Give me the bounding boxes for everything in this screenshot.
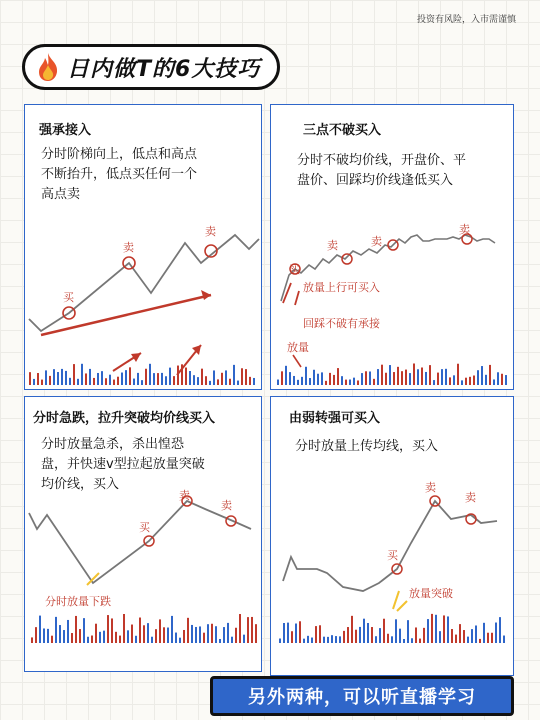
volume-bar [229, 379, 231, 385]
volume-bar [169, 368, 171, 385]
volume-bar [207, 624, 209, 643]
volume-bar [253, 378, 255, 385]
volume-bar [129, 367, 131, 385]
volume-bar [151, 637, 153, 643]
volume-bar [35, 627, 37, 643]
sell-label: 卖 [371, 235, 382, 248]
volume-bar [339, 636, 341, 643]
volume-bar [383, 619, 385, 643]
volume-bar [185, 368, 187, 385]
volume-bar [329, 373, 331, 385]
volume-bar [79, 629, 81, 643]
volume-bar [487, 633, 489, 643]
volume-bar [389, 365, 391, 385]
volume-bar [59, 625, 61, 643]
volume-bar [233, 365, 235, 385]
volume-bar [197, 377, 199, 385]
volume-bar [297, 380, 299, 385]
volume-highlight [397, 601, 407, 611]
volume-bar [201, 369, 203, 385]
volume-bar [37, 373, 39, 385]
volume-bar [109, 375, 111, 385]
volume-bar [235, 628, 237, 643]
volume-bar [159, 619, 161, 643]
volume-bar [473, 376, 475, 385]
volume-bar [131, 625, 133, 643]
volume-bar [71, 633, 73, 643]
volume-bar [439, 631, 441, 643]
volume-bar [351, 616, 353, 643]
volume-bar [417, 369, 419, 385]
volume-bar [467, 637, 469, 643]
volume-bar [305, 367, 307, 385]
volume-bar [371, 627, 373, 643]
volume-bar [107, 615, 109, 643]
volume-label: 放量 [287, 341, 309, 354]
volume-bar [415, 627, 417, 643]
volume-bars [29, 364, 255, 385]
panel-heading: 分时急跌，拉升突破均价线买入 [33, 411, 216, 426]
panel-strong-support [24, 104, 262, 390]
volume-bar [447, 616, 449, 643]
volume-bar [353, 378, 355, 385]
volume-bar [127, 630, 129, 643]
volume-bar [465, 378, 467, 385]
volume-bar [165, 376, 167, 385]
volume-bar [463, 630, 465, 643]
panel-weak-to-strong [270, 396, 514, 676]
volume-bar [309, 378, 311, 385]
panel-heading: 三点不破买入 [303, 123, 382, 138]
volume-bar [39, 616, 41, 643]
volume-bar [105, 378, 107, 385]
page-title: 日内做T的6大技巧 [67, 56, 261, 82]
panel-heading: 由弱转强可买入 [289, 411, 381, 426]
volume-bar [367, 623, 369, 643]
volume-bar [347, 627, 349, 643]
volume-bar [251, 617, 253, 643]
volume-bar [249, 377, 251, 385]
price-line [283, 501, 497, 591]
volume-bar [99, 632, 101, 643]
volume-bar [147, 623, 149, 643]
volume-bar [125, 370, 127, 385]
volume-bar [311, 638, 313, 643]
volume-bar [87, 637, 89, 643]
volume-bar [255, 624, 257, 643]
volume-bar [421, 367, 423, 385]
volume-bar [65, 371, 67, 385]
volume-bar [85, 373, 87, 385]
chart-illustration [25, 105, 263, 391]
buy-label: 买 [139, 521, 150, 534]
volume-bar [45, 370, 47, 385]
volume-bar [437, 373, 439, 385]
volume-bar [215, 626, 217, 643]
volume-bar [289, 372, 291, 385]
volume-bar [477, 370, 479, 385]
sell-label: 卖 [123, 241, 134, 254]
volume-bar [385, 373, 387, 385]
volume-bar [393, 372, 395, 385]
volume-bar [397, 367, 399, 385]
volume-drop-label: 分时放量下跌 [45, 595, 111, 608]
volume-bar [171, 616, 173, 643]
volume-bar [97, 373, 99, 385]
volume-bar [485, 375, 487, 385]
volume-bar [419, 639, 421, 643]
buy-label: 买 [387, 549, 398, 562]
sell-label: 卖 [205, 225, 216, 238]
volume-bar [301, 377, 303, 385]
bottom-banner [210, 676, 514, 716]
volume-bar [331, 635, 333, 643]
volume-bar [503, 636, 505, 643]
volume-bar [359, 627, 361, 643]
volume-bar [495, 623, 497, 643]
volume-bar [173, 376, 175, 385]
volume-bar [75, 616, 77, 643]
volume-bar [343, 631, 345, 643]
volume-bar [95, 624, 97, 643]
volume-bar [327, 637, 329, 643]
volume-bar [429, 365, 431, 385]
panel-three-points [270, 104, 514, 390]
volume-bar [177, 366, 179, 385]
volume-bar [283, 623, 285, 643]
volume-bar [155, 629, 157, 643]
sell-label: 卖 [327, 239, 338, 252]
volume-bar [481, 366, 483, 385]
volume-bar [323, 637, 325, 643]
desc-line: 分时不破均价线，开盘价、平 [297, 153, 467, 168]
banner-text: 另外两种，可以听直播学习 [248, 687, 476, 708]
desc-line: 盘价、回踩均价线逢低买入 [297, 173, 454, 188]
volume-bar [91, 636, 93, 643]
volume-bar [489, 365, 491, 385]
volume-bar [497, 372, 499, 385]
volume-bar [377, 369, 379, 385]
volume-bar [187, 618, 189, 643]
chart-illustration [271, 397, 515, 677]
sell-label: 卖 [459, 223, 470, 236]
volume-bar [205, 376, 207, 385]
volume-bar [193, 375, 195, 385]
volume-bar [411, 638, 413, 643]
volume-bar [287, 623, 289, 643]
desc-line: 分时放量上传均线，买入 [295, 439, 439, 454]
volume-bar [191, 625, 193, 643]
volume-bar [43, 628, 45, 643]
volume-bar [53, 369, 55, 385]
volume-bar [93, 378, 95, 385]
volume-bar [137, 373, 139, 385]
volume-bar [117, 377, 119, 385]
risk-disclaimer: 投资有风险，入市需谨慎 [416, 15, 516, 25]
volume-bar [239, 614, 241, 643]
panel-sharp-drop [24, 396, 262, 672]
volume-bar [381, 365, 383, 385]
volume-bar [307, 636, 309, 643]
volume-bar [285, 366, 287, 385]
volume-bar [443, 615, 445, 643]
volume-bar [461, 380, 463, 385]
volume-bar [189, 371, 191, 385]
sell-label: 卖 [179, 489, 190, 502]
volume-bar [403, 639, 405, 643]
volume-bar [321, 372, 323, 385]
volume-bar [113, 380, 115, 385]
volume-bar [469, 377, 471, 385]
volume-bar [423, 628, 425, 643]
volume-bar [475, 625, 477, 643]
volume-bar [153, 373, 155, 385]
volume-bar [401, 371, 403, 385]
volume-bar [247, 617, 249, 643]
volume-bar [479, 639, 481, 643]
sell-label: 卖 [465, 491, 476, 504]
volume-bar [47, 629, 49, 643]
volume-bar [291, 631, 293, 643]
volume-bar [279, 638, 281, 643]
volume-bar [399, 629, 401, 643]
volume-bar [491, 633, 493, 643]
volume-bar [163, 627, 165, 643]
desc-line: 分时阶梯向上，低点和高点 [41, 147, 198, 162]
volume-bar [33, 379, 35, 385]
volume-bar [365, 371, 367, 385]
volume-bar [455, 635, 457, 643]
breakout-label: 放量突破 [409, 587, 453, 600]
volume-bar [337, 368, 339, 385]
volume-bar [195, 627, 197, 643]
volume-bar [493, 379, 495, 385]
volume-bar [387, 634, 389, 643]
volume-bar [183, 630, 185, 643]
volume-bars [31, 614, 257, 643]
volume-bar [217, 379, 219, 385]
volume-bar [245, 369, 247, 385]
volume-bar [449, 377, 451, 385]
volume-bar [505, 375, 507, 385]
volume-bar [29, 372, 31, 385]
volume-bar [67, 620, 69, 643]
volume-bar [313, 370, 315, 385]
volume-bar [413, 363, 415, 385]
volume-bar [333, 375, 335, 385]
volume-bar [445, 369, 447, 385]
volume-arrow [295, 291, 299, 305]
volume-bar [375, 636, 377, 643]
volume-bars [279, 614, 505, 643]
desc-line: 高点卖 [41, 187, 81, 202]
volume-bar [135, 636, 137, 643]
volume-bar [213, 370, 215, 385]
volume-bar [175, 633, 177, 643]
volume-bar [221, 373, 223, 385]
volume-bar [69, 378, 71, 385]
rising-volume-label: 放量上行可买入 [303, 281, 380, 294]
volume-bar [181, 364, 183, 385]
volume-bar [41, 380, 43, 385]
volume-bar [361, 373, 363, 385]
volume-bar [141, 380, 143, 385]
volume-bar [31, 637, 33, 643]
volume-bar [225, 370, 227, 385]
volume-bar [121, 373, 123, 385]
volume-bar [167, 628, 169, 643]
desc-line: 分时放量急杀，杀出惶恐 [41, 437, 185, 452]
arrowhead-icon [201, 290, 211, 300]
volume-bar [345, 380, 347, 385]
buy-label: 买 [63, 291, 74, 304]
volume-bar [499, 617, 501, 643]
volume-bar [335, 636, 337, 643]
volume-bar [425, 372, 427, 385]
volume-bar [157, 373, 159, 385]
title-banner [22, 44, 280, 90]
volume-bar [325, 381, 327, 385]
volume-bar [433, 380, 435, 385]
volume-bar [145, 369, 147, 385]
volume-bar [277, 380, 279, 385]
volume-bar [55, 617, 57, 643]
volume-bar [317, 374, 319, 385]
volume-bar [453, 375, 455, 385]
volume-bar [63, 630, 65, 643]
volume-bar [103, 631, 105, 643]
volume-bar [57, 372, 59, 385]
volume-bar [83, 618, 85, 643]
volume-bar [209, 381, 211, 385]
volume-bar [89, 369, 91, 385]
volume-bar [101, 371, 103, 385]
desc-line: 盘，并快速v型拉起放量突破 [41, 457, 205, 472]
volume-bar [149, 364, 151, 385]
volume-bar [223, 627, 225, 643]
volume-bar [119, 636, 121, 643]
volume-bar [211, 624, 213, 643]
volume-bar [281, 371, 283, 385]
volume-bar [237, 381, 239, 385]
volume-bar [431, 614, 433, 643]
volume-bar [139, 618, 141, 643]
volume-bar [349, 380, 351, 385]
volume-bar [133, 379, 135, 385]
volume-bar [219, 639, 221, 643]
sell-label: 卖 [425, 481, 436, 494]
volume-bar [81, 364, 83, 385]
volume-bar [49, 376, 51, 385]
volume-bar [319, 625, 321, 643]
volume-bar [409, 373, 411, 385]
volume-bar [391, 636, 393, 643]
volume-bar [341, 376, 343, 385]
volume-bar [407, 620, 409, 643]
volume-arrow [293, 355, 301, 367]
volume-bar [203, 633, 205, 643]
chart-illustration [25, 397, 263, 673]
volume-bar [51, 636, 53, 643]
volume-bar [379, 628, 381, 643]
panel-heading: 强承接入 [39, 123, 92, 138]
volume-bar [179, 638, 181, 643]
price-line [29, 501, 251, 583]
volume-bar [111, 618, 113, 643]
volume-bar [357, 380, 359, 385]
volume-bar [471, 629, 473, 643]
desc-line: 均价线，买入 [41, 477, 120, 492]
volume-bar [457, 364, 459, 385]
volume-bar [77, 379, 79, 385]
volume-bar [231, 637, 233, 643]
volume-bar [501, 374, 503, 385]
volume-bar [115, 632, 117, 643]
volume-bars [277, 363, 507, 385]
volume-bar [143, 625, 145, 643]
volume-bar [243, 635, 245, 643]
volume-bar [373, 379, 375, 385]
volume-bar [227, 623, 229, 643]
volume-bar [441, 369, 443, 385]
volume-bar [483, 623, 485, 643]
volume-bar [405, 370, 407, 385]
volume-bar [61, 369, 63, 385]
volume-highlight [393, 591, 399, 609]
volume-bar [161, 373, 163, 385]
volume-bar [295, 624, 297, 643]
buy-label: 买 [289, 263, 300, 276]
volume-bar [451, 629, 453, 643]
volume-bar [369, 371, 371, 385]
desc-line: 不断抬升，低点买任何一个 [41, 167, 198, 182]
volume-bar [293, 376, 295, 385]
volume-bar [303, 639, 305, 643]
volume-bar [73, 364, 75, 385]
sell-label: 卖 [221, 499, 232, 512]
volume-bar [459, 624, 461, 643]
volume-bar [123, 614, 125, 643]
volume-bar [363, 619, 365, 643]
volume-bar [241, 368, 243, 385]
volume-bar [299, 621, 301, 643]
volume-bar [355, 630, 357, 643]
volume-bar [199, 626, 201, 643]
support-label: 回踩不破有承接 [303, 317, 380, 330]
flame-icon [35, 52, 61, 82]
volume-bar [435, 615, 437, 643]
volume-bar [395, 619, 397, 643]
volume-bar [427, 619, 429, 643]
chart-illustration [271, 105, 515, 391]
volume-bar [315, 626, 317, 643]
